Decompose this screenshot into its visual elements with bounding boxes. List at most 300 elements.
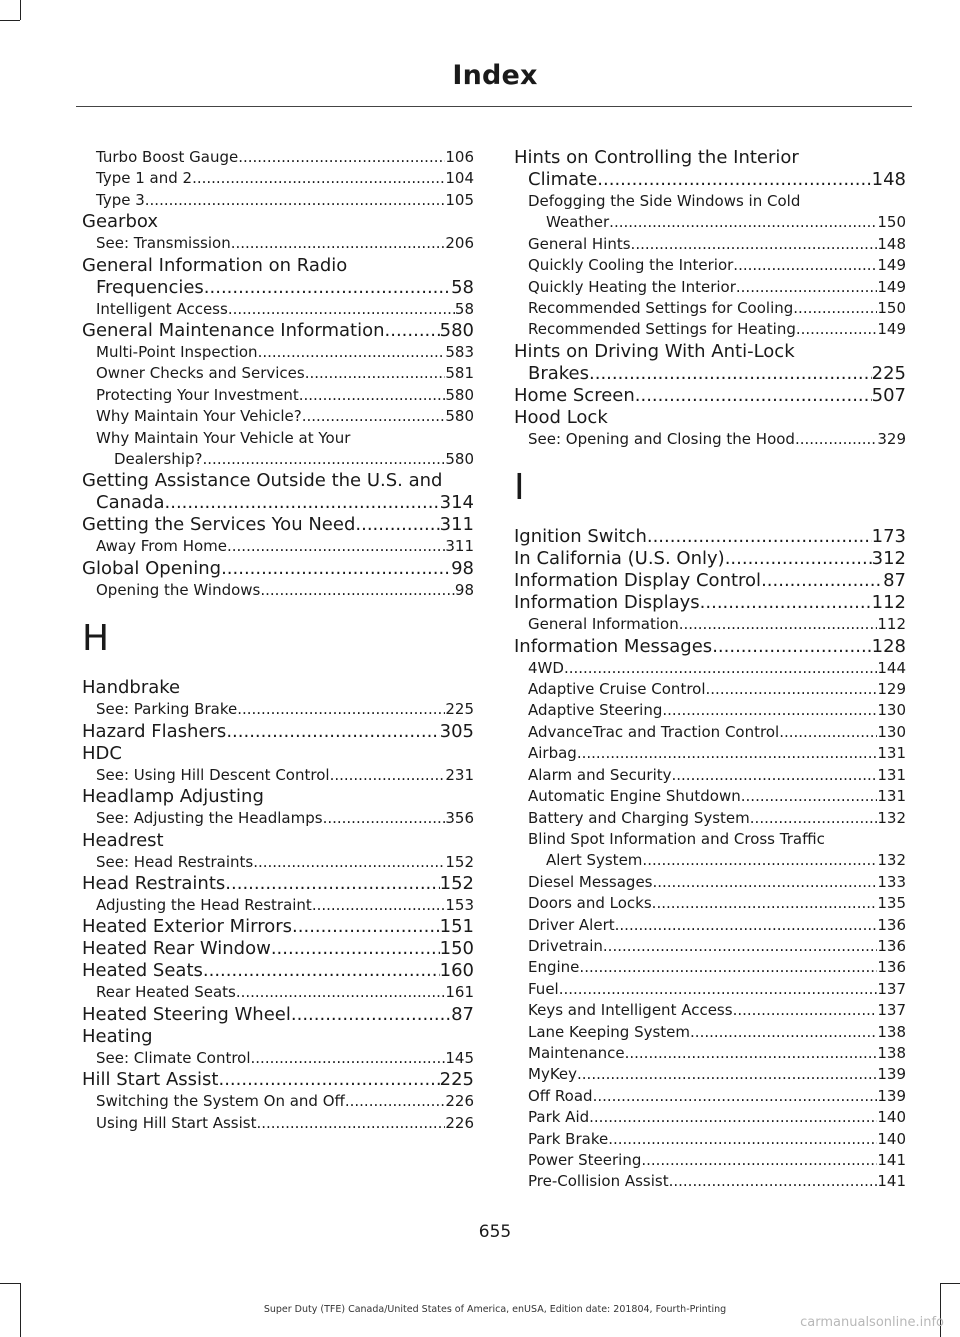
entry-label: MyKey bbox=[528, 1065, 578, 1084]
dot-leader bbox=[165, 492, 440, 514]
entry-page-number: 58 bbox=[451, 276, 474, 298]
entry-label: Heated Seats bbox=[82, 960, 203, 982]
entry-label: Park Brake bbox=[528, 1129, 609, 1148]
index-entry: Gearbox bbox=[82, 211, 158, 233]
entry-page-number: 311 bbox=[439, 514, 474, 536]
entry-label: Information Messages bbox=[514, 635, 713, 657]
index-subentry bbox=[82, 1091, 474, 1112]
entry-page-number: 150 bbox=[877, 213, 906, 232]
dot-leader bbox=[145, 190, 446, 211]
entry-label: Information Displays bbox=[514, 592, 700, 614]
crop-mark bbox=[0, 1283, 20, 1284]
dot-leader bbox=[609, 212, 877, 233]
dot-leader bbox=[256, 1113, 445, 1134]
entry-label: See: Opening and Closing the Hood bbox=[528, 429, 795, 448]
dot-leader bbox=[690, 1022, 877, 1043]
index-entry bbox=[514, 363, 906, 385]
dot-leader bbox=[228, 299, 455, 320]
dot-leader bbox=[750, 808, 878, 829]
index-section-letter: H bbox=[82, 618, 110, 660]
index-subentry bbox=[82, 1048, 474, 1069]
dot-leader bbox=[736, 277, 877, 298]
entry-page-number: 161 bbox=[445, 983, 474, 1002]
index-subentry bbox=[514, 1150, 906, 1171]
entry-label: Away From Home bbox=[96, 537, 227, 556]
dot-leader bbox=[258, 342, 446, 363]
entry-page-number: 151 bbox=[439, 916, 474, 938]
entry-page-number: 98 bbox=[454, 580, 474, 599]
dot-leader bbox=[253, 852, 445, 873]
dot-leader bbox=[203, 960, 440, 982]
index-entry bbox=[514, 592, 906, 614]
entry-page-number: 148 bbox=[871, 169, 906, 190]
footer-text: Super Duty (TFE) Canada/United States of America, enUSA, Edition date: 201804, Fourth-Printing bbox=[263, 1304, 727, 1315]
entry-page-number: 150 bbox=[439, 938, 474, 960]
dot-leader bbox=[260, 580, 455, 601]
dot-leader bbox=[299, 385, 446, 406]
dot-leader bbox=[292, 916, 440, 938]
entry-page-number: 149 bbox=[877, 277, 906, 296]
entry-page-number: 133 bbox=[877, 872, 906, 891]
entry-page-number: 87 bbox=[883, 570, 906, 592]
entry-page-number: 139 bbox=[877, 1065, 906, 1084]
entry-label: See: Adjusting the Headlamps bbox=[96, 809, 323, 828]
index-subentry bbox=[82, 299, 474, 320]
index-entry bbox=[82, 514, 474, 536]
index-entry bbox=[82, 1069, 474, 1091]
entry-label: Turbo Boost Gauge bbox=[96, 148, 239, 166]
index-subentry bbox=[514, 1000, 906, 1021]
index-subentry bbox=[514, 614, 906, 635]
dot-leader bbox=[793, 298, 877, 319]
entry-label: Driver Alert bbox=[528, 915, 615, 934]
dot-leader bbox=[761, 570, 883, 592]
entry-label: Diesel Messages bbox=[528, 872, 653, 891]
entry-label: See: Using Hill Descent Control bbox=[96, 765, 330, 784]
entry-page-number: 98 bbox=[451, 557, 474, 579]
entry-page-number: 206 bbox=[445, 234, 474, 253]
index-entry: Handbrake bbox=[82, 677, 181, 699]
dot-leader bbox=[641, 1150, 877, 1171]
index-entry: Hints on Controlling the Interior bbox=[514, 147, 799, 168]
entry-page-number: 311 bbox=[445, 537, 474, 556]
index-entry: Hood Lock bbox=[514, 406, 608, 428]
entry-page-number: 132 bbox=[877, 851, 906, 870]
index-entry: Headrest bbox=[82, 829, 164, 851]
index-entry bbox=[82, 916, 474, 938]
entry-label: Lane Keeping System bbox=[528, 1022, 691, 1041]
index-subentry bbox=[514, 700, 906, 721]
crop-mark bbox=[940, 1283, 960, 1284]
index-entry: Headlamp Adjusting bbox=[82, 786, 264, 808]
index-subentry bbox=[514, 915, 906, 936]
index-subentry bbox=[82, 449, 474, 470]
dot-leader bbox=[271, 938, 440, 960]
dot-leader bbox=[312, 895, 446, 916]
entry-page-number: 112 bbox=[877, 615, 906, 634]
entry-page-number: 144 bbox=[877, 658, 906, 677]
entry-label: Protecting Your Investment bbox=[96, 385, 299, 404]
entry-label: Doors and Locks bbox=[528, 894, 652, 913]
dot-leader bbox=[652, 893, 878, 914]
entry-page-number: 153 bbox=[445, 895, 474, 914]
dot-leader bbox=[238, 147, 445, 168]
index-subentry bbox=[514, 1107, 906, 1128]
dot-leader bbox=[291, 1004, 451, 1026]
entry-page-number: 149 bbox=[877, 256, 906, 275]
entry-page-number: 131 bbox=[877, 744, 906, 763]
entry-label: See: Transmission bbox=[96, 234, 231, 253]
dot-leader bbox=[647, 526, 872, 548]
entry-page-number: 312 bbox=[871, 548, 906, 570]
index-entry bbox=[82, 320, 474, 342]
entry-label: Home Screen bbox=[514, 384, 635, 406]
dot-leader bbox=[577, 1064, 877, 1085]
index-subentry bbox=[514, 429, 906, 450]
entry-label: Intelligent Access bbox=[96, 299, 228, 318]
dot-leader bbox=[218, 1069, 439, 1091]
entry-page-number: 225 bbox=[445, 700, 474, 719]
entry-page-number: 135 bbox=[877, 894, 906, 913]
dot-leader bbox=[608, 1129, 877, 1150]
index-subentry bbox=[514, 277, 906, 298]
entry-page-number: 128 bbox=[871, 635, 906, 657]
entry-page-number: 145 bbox=[445, 1048, 474, 1067]
dot-leader bbox=[700, 592, 872, 614]
entry-page-number: 112 bbox=[871, 592, 906, 614]
index-subentry bbox=[514, 212, 906, 233]
entry-page-number: 138 bbox=[877, 1022, 906, 1041]
index-subentry bbox=[514, 743, 906, 764]
index-subentry bbox=[514, 850, 906, 871]
index-subentry bbox=[514, 1171, 906, 1192]
entry-page-number: 152 bbox=[439, 872, 474, 894]
entry-label: Engine bbox=[528, 958, 580, 977]
entry-label: See: Climate Control bbox=[96, 1048, 251, 1067]
index-subentry bbox=[514, 234, 906, 255]
index-subentry bbox=[82, 233, 474, 254]
entry-page-number: 507 bbox=[871, 384, 906, 406]
dot-leader bbox=[796, 319, 877, 340]
entry-page-number: 130 bbox=[877, 722, 906, 741]
entry-label: Recommended Settings for Cooling bbox=[528, 299, 794, 318]
entry-label: Alert System bbox=[546, 851, 643, 870]
header-rule bbox=[76, 106, 912, 107]
index-entry: Hints on Driving With Anti-Lock bbox=[514, 340, 795, 362]
entry-page-number: 580 bbox=[445, 385, 474, 404]
dot-leader bbox=[733, 255, 877, 276]
dot-leader bbox=[741, 786, 878, 807]
entry-label: General Maintenance Information bbox=[82, 320, 385, 342]
entry-label: Off Road bbox=[528, 1086, 593, 1105]
index-entry bbox=[82, 1004, 474, 1026]
index-subentry bbox=[82, 363, 474, 384]
entry-page-number: 329 bbox=[877, 429, 906, 448]
entry-label: Dealership? bbox=[114, 450, 203, 469]
entry-page-number: 136 bbox=[877, 936, 906, 955]
dot-leader bbox=[204, 277, 451, 299]
entry-label: Adaptive Steering bbox=[528, 701, 663, 720]
entry-page-number: 314 bbox=[439, 492, 474, 514]
dot-leader bbox=[712, 636, 871, 658]
entry-label: 4WD bbox=[528, 658, 564, 677]
index-subentry bbox=[82, 1113, 474, 1134]
index-entry: Heating bbox=[82, 1025, 153, 1047]
entry-page-number: 226 bbox=[445, 1113, 474, 1132]
entry-page-number: 137 bbox=[877, 1001, 906, 1020]
index-entry bbox=[82, 873, 474, 895]
index-subentry bbox=[514, 298, 906, 319]
dot-leader bbox=[225, 873, 439, 895]
index-subentry bbox=[82, 982, 474, 1003]
index-column-right bbox=[514, 147, 906, 1193]
entry-label: Type 1 and 2 bbox=[96, 169, 193, 188]
entry-page-number: 149 bbox=[877, 320, 906, 339]
dot-leader bbox=[577, 743, 878, 764]
dot-leader bbox=[642, 850, 877, 871]
dot-leader bbox=[725, 548, 872, 570]
entry-label: In California (U.S. Only) bbox=[514, 548, 725, 570]
entry-label: Opening the Windows bbox=[96, 580, 261, 599]
entry-label: Rear Heated Seats bbox=[96, 983, 236, 1002]
entry-page-number: 150 bbox=[877, 299, 906, 318]
index-entry: HDC bbox=[82, 742, 122, 764]
index-subentry bbox=[514, 936, 906, 957]
page-title: Index bbox=[452, 60, 538, 91]
dot-leader bbox=[603, 936, 877, 957]
dot-leader bbox=[679, 614, 878, 635]
index-subentry bbox=[514, 957, 906, 978]
index-entry bbox=[514, 385, 906, 407]
dot-leader bbox=[795, 429, 877, 450]
entry-page-number: 583 bbox=[445, 343, 474, 362]
dot-leader bbox=[236, 982, 446, 1003]
dot-leader bbox=[733, 1000, 878, 1021]
dot-leader bbox=[589, 363, 872, 385]
entry-label: Canada bbox=[96, 492, 165, 514]
index-entry bbox=[82, 558, 474, 580]
entry-page-number: 106 bbox=[445, 148, 474, 166]
entry-page-number: 131 bbox=[877, 765, 906, 784]
index-column-left bbox=[82, 147, 474, 1134]
dot-leader bbox=[231, 233, 446, 254]
entry-page-number: 148 bbox=[877, 234, 906, 253]
dot-leader bbox=[652, 872, 877, 893]
entry-page-number: 104 bbox=[445, 169, 474, 188]
entry-page-number: 105 bbox=[445, 190, 474, 209]
entry-label: Battery and Charging System bbox=[528, 808, 750, 827]
page-number: 655 bbox=[478, 1222, 512, 1242]
entry-page-number: 226 bbox=[445, 1092, 474, 1111]
entry-label: AdvanceTrac and Traction Control bbox=[528, 722, 780, 741]
entry-label: Brakes bbox=[528, 362, 590, 384]
index-subentry bbox=[514, 255, 906, 276]
index-entry bbox=[514, 570, 906, 592]
dot-leader bbox=[589, 1107, 877, 1128]
entry-label: Quickly Heating the Interior bbox=[528, 277, 736, 296]
entry-page-number: 225 bbox=[871, 362, 906, 384]
entry-page-number: 139 bbox=[877, 1086, 906, 1105]
entry-label: Hazard Flashers bbox=[82, 720, 227, 742]
index-subentry bbox=[82, 406, 474, 427]
entry-label: Climate bbox=[528, 169, 598, 190]
index-subentry bbox=[82, 765, 474, 786]
entry-label: Power Steering bbox=[528, 1151, 642, 1169]
entry-page-number: 580 bbox=[439, 320, 474, 342]
entry-page-number: 231 bbox=[445, 765, 474, 784]
entry-page-number: 225 bbox=[439, 1069, 474, 1091]
entry-label: Drivetrain bbox=[528, 936, 603, 955]
entry-page-number: 140 bbox=[877, 1108, 906, 1127]
index-subentry bbox=[82, 168, 474, 189]
entry-label: Adaptive Cruise Control bbox=[528, 680, 706, 699]
entry-page-number: 58 bbox=[454, 299, 474, 318]
watermark: carmanualsonline.info bbox=[800, 1315, 944, 1330]
entry-page-number: 140 bbox=[877, 1129, 906, 1148]
entry-label: Type 3 bbox=[96, 190, 145, 209]
index-entry bbox=[82, 492, 474, 514]
entry-page-number: 160 bbox=[439, 960, 474, 982]
entry-page-number: 137 bbox=[877, 979, 906, 998]
dot-leader bbox=[192, 168, 445, 189]
index-subentry: Why Maintain Your Vehicle at Your bbox=[96, 428, 351, 447]
index-entry bbox=[514, 169, 906, 191]
index-subentry bbox=[514, 979, 906, 1000]
index-entry bbox=[82, 277, 474, 299]
dot-leader bbox=[305, 363, 446, 384]
entry-label: Heated Exterior Mirrors bbox=[82, 916, 293, 938]
index-subentry bbox=[514, 679, 906, 700]
entry-page-number: 141 bbox=[877, 1172, 906, 1191]
index-subentry bbox=[82, 536, 474, 557]
dot-leader bbox=[221, 558, 451, 580]
entry-label: See: Head Restraints bbox=[96, 852, 254, 871]
entry-page-number: 129 bbox=[877, 680, 906, 699]
entry-label: Automatic Engine Shutdown bbox=[528, 787, 741, 806]
index-subentry bbox=[82, 385, 474, 406]
entry-label: Alarm and Security bbox=[528, 765, 672, 784]
dot-leader bbox=[203, 449, 446, 470]
index-subentry: Blind Spot Information and Cross Traffic bbox=[528, 829, 825, 848]
dot-leader bbox=[779, 722, 877, 743]
entry-page-number: 136 bbox=[877, 958, 906, 977]
index-subentry bbox=[82, 852, 474, 873]
index-entry bbox=[82, 938, 474, 960]
entry-label: Adjusting the Head Restraint bbox=[96, 895, 312, 914]
crop-mark bbox=[0, 20, 20, 21]
entry-page-number: 141 bbox=[877, 1151, 906, 1169]
dot-leader bbox=[631, 234, 878, 255]
entry-page-number: 580 bbox=[445, 450, 474, 469]
entry-page-number: 138 bbox=[877, 1043, 906, 1062]
entry-label: Heated Steering Wheel bbox=[82, 1003, 291, 1025]
dot-leader bbox=[226, 721, 439, 743]
entry-label: Heated Rear Window bbox=[82, 938, 271, 960]
entry-page-number: 305 bbox=[439, 720, 474, 742]
dot-leader bbox=[625, 1043, 878, 1064]
index-section-letter: I bbox=[514, 467, 525, 509]
entry-page-number: 136 bbox=[877, 915, 906, 934]
entry-page-number: 87 bbox=[451, 1003, 474, 1025]
index-subentry bbox=[514, 722, 906, 743]
index-subentry bbox=[514, 1086, 906, 1107]
dot-leader bbox=[662, 700, 877, 721]
entry-label: Multi-Point Inspection bbox=[96, 343, 258, 362]
dot-leader bbox=[672, 765, 878, 786]
entry-label: Ignition Switch bbox=[514, 526, 647, 548]
index-entry: General Information on Radio bbox=[82, 254, 348, 276]
index-entry bbox=[514, 526, 906, 548]
entry-label: Why Maintain Your Vehicle? bbox=[96, 407, 302, 426]
index-subentry bbox=[82, 808, 474, 829]
entry-label: Information Display Control bbox=[514, 570, 762, 592]
entry-page-number: 173 bbox=[871, 526, 906, 548]
entry-label: General Hints bbox=[528, 234, 631, 253]
index-subentry bbox=[514, 1064, 906, 1085]
dot-leader bbox=[385, 320, 440, 342]
entry-label: Quickly Cooling the Interior bbox=[528, 256, 734, 275]
dot-leader bbox=[345, 1091, 446, 1112]
dot-leader bbox=[330, 765, 446, 786]
crop-mark bbox=[20, 0, 21, 20]
index-subentry bbox=[82, 190, 474, 211]
index-subentry bbox=[514, 658, 906, 679]
index-subentry bbox=[82, 147, 474, 168]
entry-page-number: 131 bbox=[877, 787, 906, 806]
entry-label: Weather bbox=[546, 213, 610, 232]
index-subentry bbox=[514, 1129, 906, 1150]
entry-label: Owner Checks and Services bbox=[96, 364, 305, 383]
index-subentry bbox=[514, 1022, 906, 1043]
entry-label: Airbag bbox=[528, 744, 577, 763]
entry-label: Hill Start Assist bbox=[82, 1069, 219, 1091]
dot-leader bbox=[564, 658, 877, 679]
index-subentry bbox=[514, 872, 906, 893]
entry-page-number: 152 bbox=[445, 852, 474, 871]
index-subentry bbox=[82, 342, 474, 363]
dot-leader bbox=[579, 957, 877, 978]
entry-label: Keys and Intelligent Access bbox=[528, 1001, 733, 1020]
entry-label: General Information bbox=[528, 615, 679, 634]
dot-leader bbox=[635, 385, 872, 407]
entry-label: Using Hill Start Assist bbox=[96, 1113, 257, 1132]
index-entry: Getting Assistance Outside the U.S. and bbox=[82, 470, 443, 492]
dot-leader bbox=[706, 679, 878, 700]
index-subentry bbox=[514, 765, 906, 786]
entry-label: Global Opening bbox=[82, 557, 222, 579]
index-subentry bbox=[82, 895, 474, 916]
index-entry bbox=[514, 548, 906, 570]
index-subentry bbox=[514, 786, 906, 807]
index-entry bbox=[82, 960, 474, 982]
entry-page-number: 580 bbox=[445, 407, 474, 426]
dot-leader bbox=[669, 1171, 878, 1192]
dot-leader bbox=[593, 1086, 878, 1107]
dot-leader bbox=[251, 1048, 446, 1069]
dot-leader bbox=[302, 406, 446, 427]
index-entry bbox=[82, 721, 474, 743]
entry-label: Pre-Collision Assist bbox=[528, 1172, 669, 1191]
dot-leader bbox=[615, 915, 878, 936]
entry-page-number: 581 bbox=[445, 364, 474, 383]
entry-label: Park Aid bbox=[528, 1108, 590, 1127]
entry-label: Head Restraints bbox=[82, 872, 226, 894]
entry-label: Fuel bbox=[528, 979, 559, 998]
index-entry bbox=[514, 636, 906, 658]
index-subentry bbox=[514, 808, 906, 829]
dot-leader bbox=[323, 808, 446, 829]
dot-leader bbox=[355, 514, 439, 536]
